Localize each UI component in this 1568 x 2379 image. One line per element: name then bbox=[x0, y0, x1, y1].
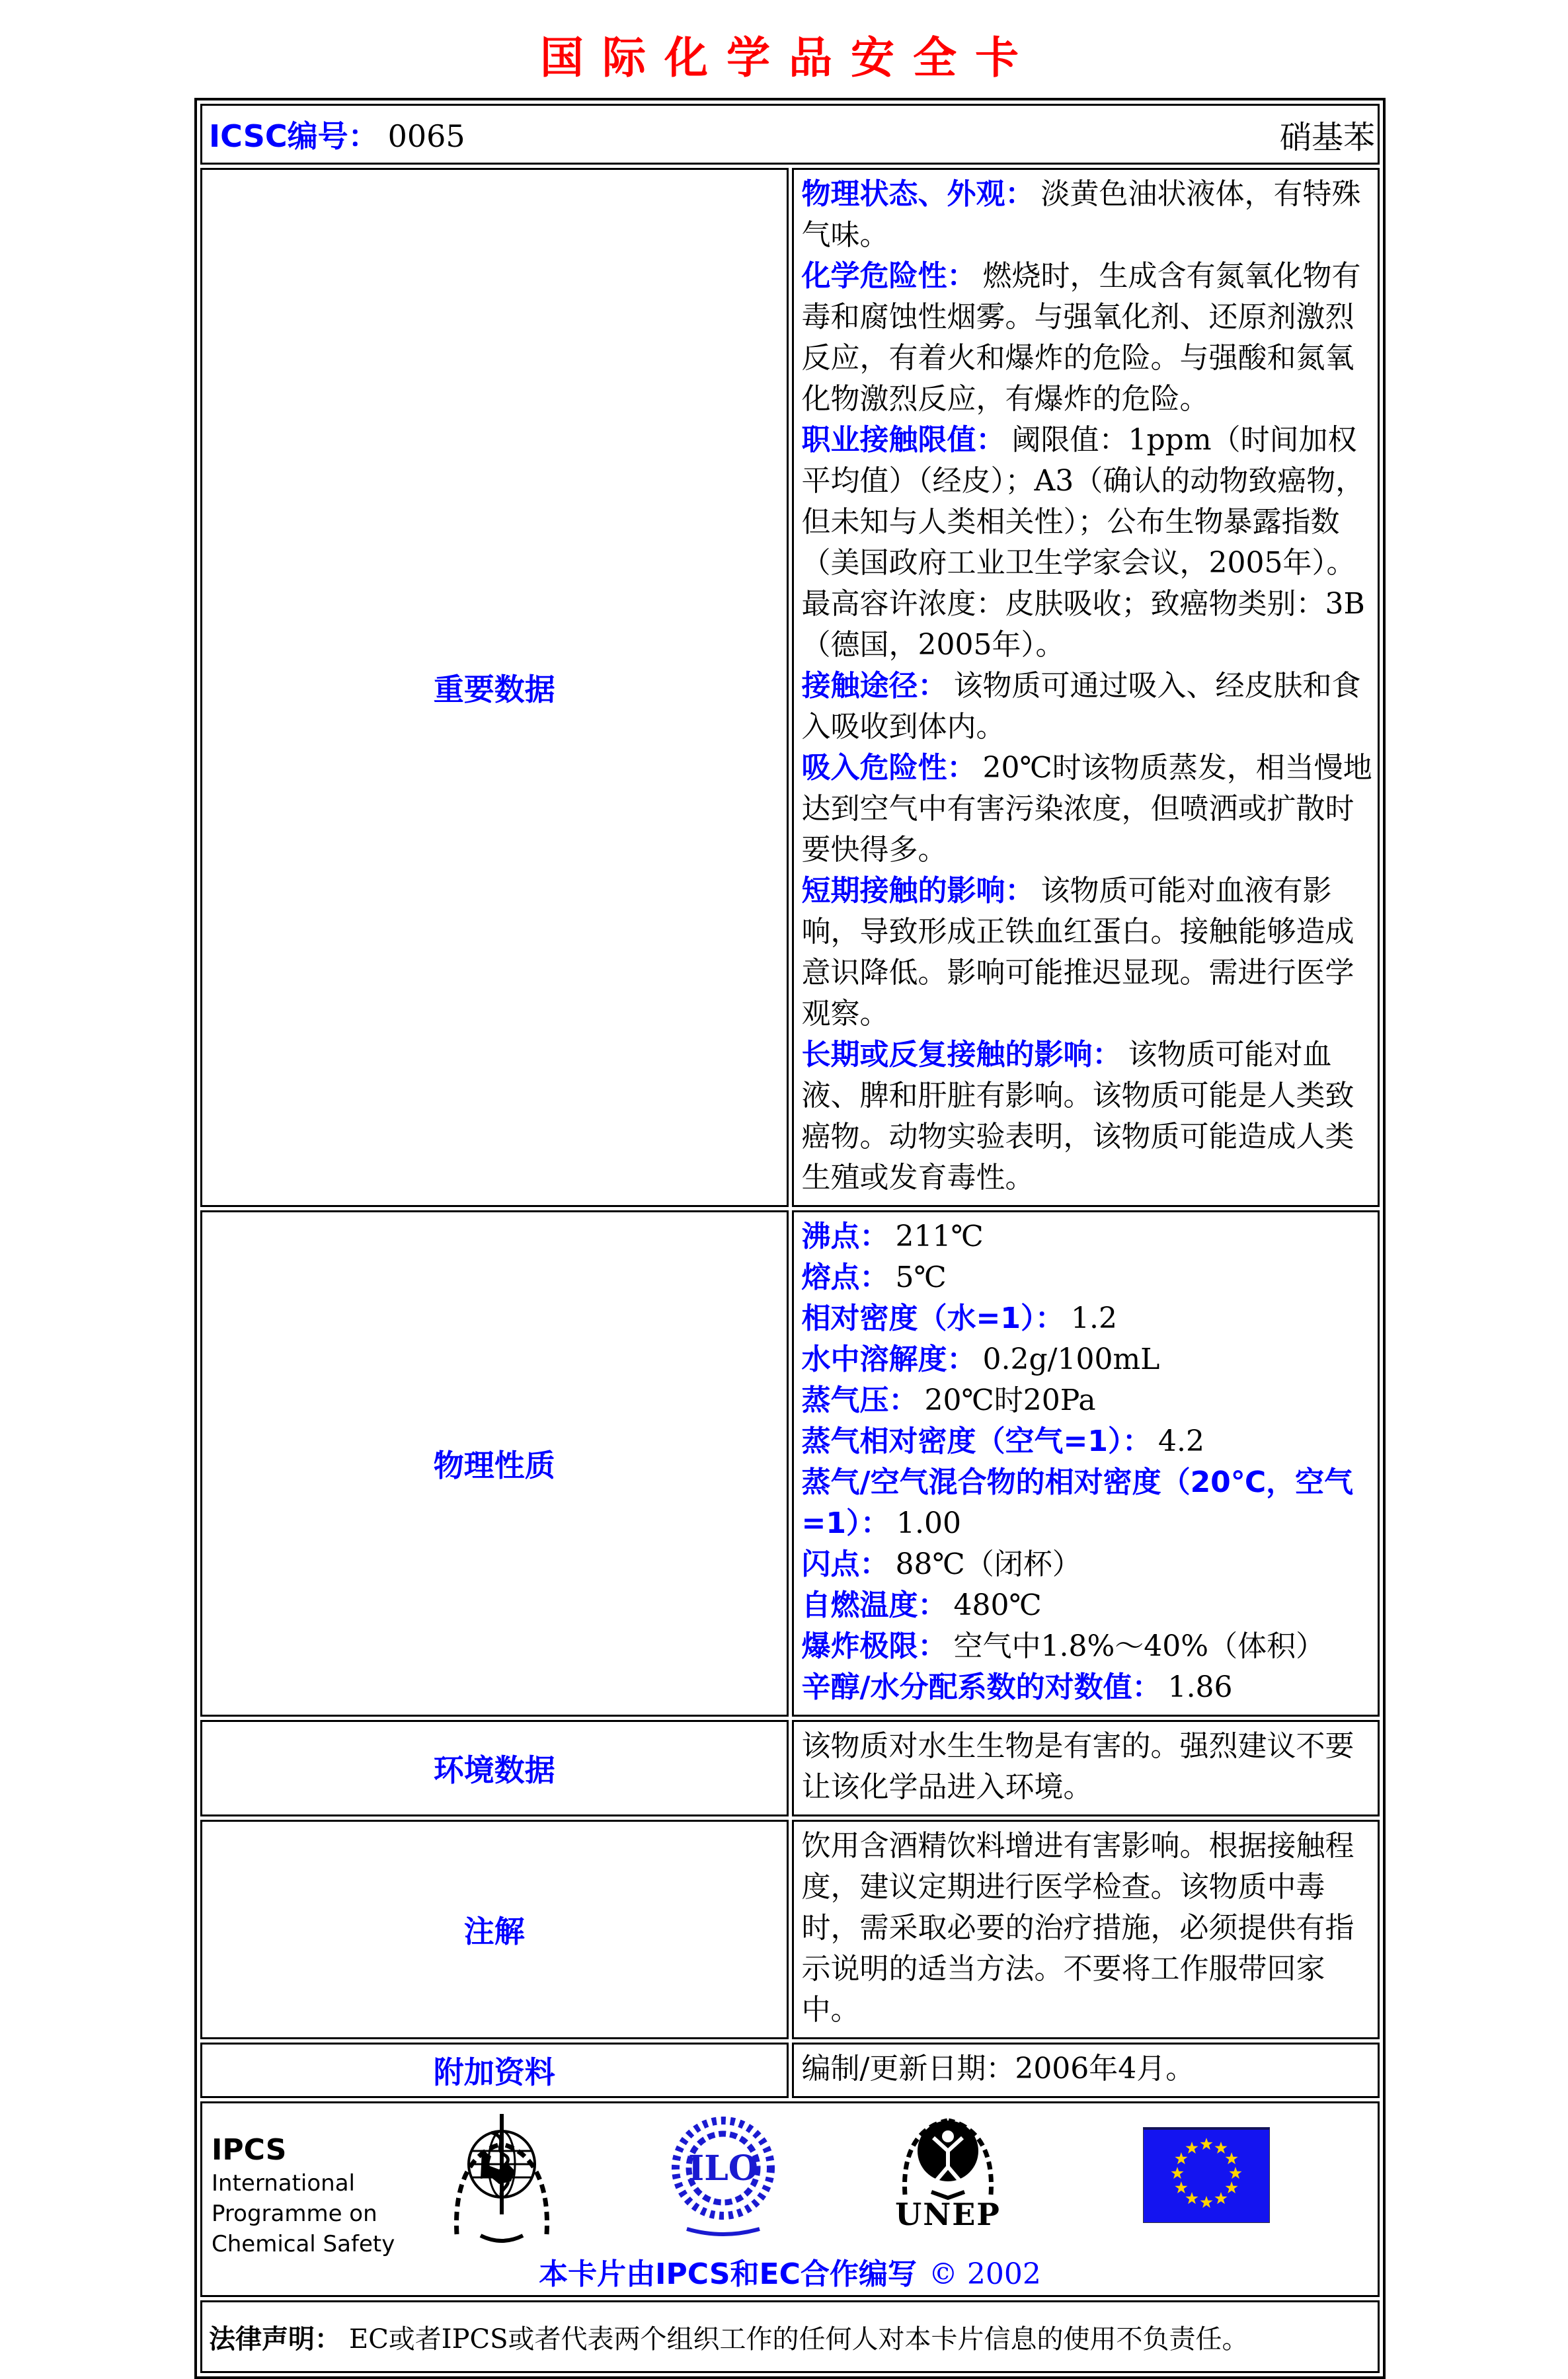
notes-row bbox=[200, 1820, 1380, 2039]
data-item bbox=[802, 2048, 1373, 2089]
section-content-additional-info bbox=[792, 2043, 1380, 2098]
field-label: 长期或反复接触的影响： bbox=[801, 1038, 1122, 1072]
icsc-number-group bbox=[209, 112, 465, 156]
logos-cell bbox=[200, 2101, 1380, 2297]
field-value: 88℃（闭杯） bbox=[895, 1547, 1081, 1581]
data-item bbox=[802, 748, 1373, 871]
header-row bbox=[200, 104, 1380, 165]
property-item bbox=[802, 1380, 1373, 1421]
field-label: 吸入危险性： bbox=[801, 751, 976, 785]
ipcs-text-block bbox=[212, 2132, 395, 2259]
field-label: 短期接触的影响： bbox=[801, 874, 1035, 908]
ilo-text: ILO bbox=[687, 2148, 759, 2189]
data-item bbox=[802, 420, 1373, 666]
field-label: 相对密度（水=1）： bbox=[801, 1302, 1064, 1335]
property-item bbox=[802, 1626, 1373, 1667]
property-item bbox=[802, 1462, 1373, 1544]
field-value: 20℃时20Pa bbox=[924, 1384, 1096, 1417]
ipcs-acronym: IPCS bbox=[212, 2133, 287, 2167]
physical-properties-row bbox=[200, 1210, 1380, 1717]
legal-cell bbox=[200, 2300, 1380, 2373]
eu-flag-icon bbox=[1143, 2127, 1270, 2223]
section-content-environmental-data bbox=[792, 1720, 1380, 1816]
field-label: 熔点： bbox=[801, 1261, 889, 1294]
important-data-row bbox=[200, 168, 1380, 1207]
property-item bbox=[802, 1339, 1373, 1380]
ipcs-line: International bbox=[212, 2170, 355, 2197]
field-value: 1.00 bbox=[896, 1506, 961, 1540]
field-value: 20℃时该物质蒸发，相当慢地达到空气中有害污染浓度，但喷洒或扩散时要快得多。 bbox=[801, 751, 1372, 867]
header-cell bbox=[200, 104, 1380, 165]
field-value: 燃烧时，生成含有氮氧化物有毒和腐蚀性烟雾。与强氧化剂、还原剂激烈反应，有着火和爆炸的危险。与强酸和氮氧化物激烈反应，有爆炸的危险。 bbox=[801, 259, 1361, 416]
field-value: 阈限值：1ppm（时间加权平均值）（经皮）；A3（确认的动物致癌物，但未知与人类相关性）；公布生物暴露指数（美国政府工业卫生学家会议，2005年）。最高容许浓度：皮肤吸收；致癌物类别：3B（德国，2005年）。 bbox=[801, 423, 1365, 662]
field-label: 化学危险性： bbox=[801, 259, 976, 293]
field-label: 物理状态、外观： bbox=[801, 177, 1035, 211]
field-label: 接触途径： bbox=[801, 669, 947, 703]
field-value: 该物质可能对血液有影响，导致形成正铁血红蛋白。接触能够造成意识降低。影响可能推迟显现。需进行医学观察。 bbox=[801, 874, 1354, 1031]
data-item bbox=[802, 256, 1373, 420]
data-item bbox=[802, 174, 1373, 256]
field-value: 0.2g/100mL bbox=[982, 1343, 1160, 1376]
chemical-name: 硝基苯 bbox=[1279, 118, 1375, 156]
field-label: 蒸气/空气混合物的相对密度（20℃，空气=1）： bbox=[801, 1465, 1354, 1540]
property-item bbox=[802, 1585, 1373, 1626]
field-label: 水中溶解度： bbox=[801, 1343, 976, 1376]
field-label: 职业接触限值： bbox=[801, 423, 1005, 457]
field-value: 该物质可能对血液、脾和肝脏有影响。该物质可能是人类致癌物。动物实验表明，该物质可能造成人类生殖或发育毒性。 bbox=[801, 1038, 1354, 1194]
who-emblem-icon bbox=[442, 2110, 561, 2245]
caption-copyright: © 2002 bbox=[928, 2257, 1041, 2291]
section-label-physical-properties: 物理性质 bbox=[200, 1210, 789, 1717]
unep-emblem-icon bbox=[892, 2110, 1004, 2232]
icsc-number-label: ICSC编号： bbox=[209, 118, 379, 154]
field-label: 辛醇/水分配系数的对数值： bbox=[801, 1670, 1161, 1704]
data-item bbox=[802, 666, 1373, 748]
property-item bbox=[802, 1544, 1373, 1585]
data-item bbox=[802, 1726, 1373, 1808]
field-value: 5℃ bbox=[895, 1261, 947, 1294]
data-item bbox=[802, 1034, 1373, 1198]
field-value: 空气中1.8%～40%（体积） bbox=[953, 1629, 1325, 1663]
field-value: 480℃ bbox=[953, 1588, 1042, 1622]
logos-row bbox=[200, 2101, 1380, 2297]
page-title: 国际化学品安全卡 bbox=[540, 32, 1037, 83]
additional-info-row bbox=[200, 2043, 1380, 2098]
section-label-environmental-data: 环境数据 bbox=[200, 1720, 789, 1816]
field-value: 1.2 bbox=[1070, 1302, 1117, 1335]
icsc-card-table bbox=[194, 98, 1386, 2379]
section-content-notes bbox=[792, 1820, 1380, 2039]
unep-text: UNEP bbox=[895, 2197, 1001, 2232]
data-item bbox=[802, 1826, 1373, 2031]
field-label: 闪点： bbox=[801, 1547, 889, 1581]
field-value: 编制/更新日期：2006年4月。 bbox=[801, 2052, 1195, 2086]
caption-text: 本卡片由IPCS和EC合作编写 bbox=[539, 2257, 917, 2291]
property-item bbox=[802, 1667, 1373, 1708]
field-label: 自燃温度： bbox=[801, 1588, 947, 1622]
field-value: 1.86 bbox=[1167, 1670, 1233, 1704]
field-value: 4.2 bbox=[1157, 1424, 1204, 1458]
field-value: 淡黄色油状液体，有特殊气味。 bbox=[801, 177, 1361, 252]
property-item bbox=[802, 1421, 1373, 1462]
field-label: 蒸气相对密度（空气=1）： bbox=[801, 1424, 1152, 1458]
field-value: 该物质可通过吸入、经皮肤和食入吸收到体内。 bbox=[801, 669, 1361, 744]
field-label: 蒸气压： bbox=[801, 1384, 918, 1417]
ipcs-line: Programme on bbox=[212, 2201, 377, 2227]
ilo-emblem-icon bbox=[667, 2115, 779, 2237]
field-label: 爆炸极限： bbox=[801, 1629, 947, 1663]
section-label-notes: 注解 bbox=[200, 1820, 789, 2039]
property-item bbox=[802, 1216, 1373, 1257]
field-value: 211℃ bbox=[895, 1220, 984, 1253]
field-value: 该物质对水生生物是有害的。强烈建议不要让该化学品进入环境。 bbox=[801, 1729, 1354, 1804]
environmental-data-row bbox=[200, 1720, 1380, 1816]
legal-row bbox=[200, 2300, 1380, 2373]
section-label-additional-info: 附加资料 bbox=[200, 2043, 789, 2098]
section-label-important-data: 重要数据 bbox=[200, 168, 789, 1207]
footer-caption bbox=[202, 2250, 1543, 2292]
property-item bbox=[802, 1257, 1373, 1298]
section-content-physical-properties bbox=[792, 1210, 1380, 1717]
legal-text: EC或者IPCS或者代表两个组织工作的任何人对本卡片信息的使用不负责任。 bbox=[349, 2323, 1249, 2355]
field-value: 饮用含酒精饮料增进有害影响。根据接触程度，建议定期进行医学检查。该物质中毒时，需采取必要的治疗措施，必须提供有指示说明的适当方法。不要将工作服带回家中。 bbox=[801, 1829, 1354, 2027]
icsc-number-value: 0065 bbox=[387, 118, 465, 154]
field-label: 沸点： bbox=[801, 1220, 889, 1253]
ipcs-line: Chemical Safety bbox=[212, 2231, 395, 2257]
data-item bbox=[802, 871, 1373, 1034]
legal-label: 法律声明： bbox=[209, 2323, 341, 2355]
section-content-important-data bbox=[792, 168, 1380, 1207]
property-item bbox=[802, 1298, 1373, 1339]
